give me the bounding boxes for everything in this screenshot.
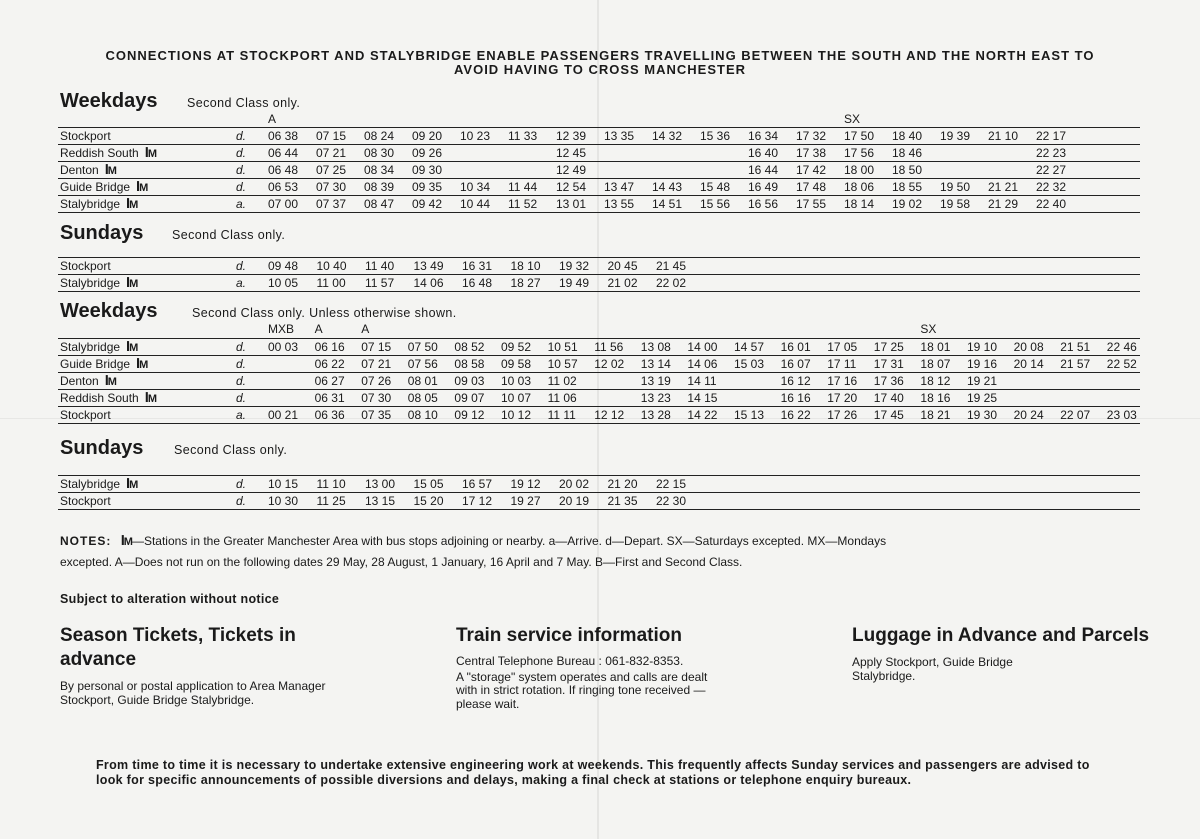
train-time: 17 16 <box>827 374 858 388</box>
tickets-title: Season Tickets, Tickets in advance <box>60 625 296 670</box>
train-time: 10 44 <box>460 197 491 211</box>
train-time: 10 05 <box>268 276 299 290</box>
station-name <box>60 276 137 290</box>
row-rule <box>58 355 1140 356</box>
train-time: 18 12 <box>920 374 951 388</box>
train-time: 14 06 <box>413 276 444 290</box>
train-time: 20 24 <box>1013 408 1044 422</box>
arrive-depart-code: a. <box>236 408 247 422</box>
station-label: Reddish South <box>60 391 139 405</box>
train-time: 11 40 <box>365 259 395 273</box>
train-time: 11 56 <box>594 340 624 354</box>
bus-stop-icon: ꟾM <box>136 182 148 194</box>
row-rule <box>58 144 1140 145</box>
train-time: 17 56 <box>844 146 875 160</box>
station-label: Denton <box>60 163 99 177</box>
train-time: 07 50 <box>407 340 438 354</box>
train-time: 10 40 <box>316 259 347 273</box>
train-time: 17 40 <box>873 391 904 405</box>
tickets-text: By personal or postal application to Area Manager Stockport, Guide Bridge Stalybridge. <box>60 679 326 707</box>
luggage-title: Luggage in Advance and Parcels <box>852 625 1150 646</box>
train-time: 17 45 <box>873 408 904 422</box>
train-time: 22 52 <box>1106 357 1137 371</box>
arrive-depart-code: a. <box>236 197 247 211</box>
train-time: 10 15 <box>268 477 299 491</box>
train-time: 13 19 <box>640 374 671 388</box>
train-time: 10 34 <box>460 180 491 194</box>
train-time: 15 20 <box>413 494 444 508</box>
train-time: 11 33 <box>508 129 538 143</box>
train-time: 17 31 <box>873 357 904 371</box>
bus-stop-icon: ꟾM <box>120 536 132 548</box>
train-time: 07 37 <box>316 197 347 211</box>
section-subtitle: Second Class only. <box>172 228 286 242</box>
station-name <box>60 374 116 388</box>
train-time: 12 39 <box>556 129 587 143</box>
notes-line-1 <box>60 534 886 548</box>
train-time: 18 46 <box>892 146 923 160</box>
train-time: 19 39 <box>940 129 971 143</box>
bus-stop-icon: ꟾM <box>126 479 138 491</box>
train-time: 22 40 <box>1036 197 1067 211</box>
train-service-phone: Central Telephone Bureau : 061-832-8353. <box>456 654 684 668</box>
row-rule <box>58 291 1140 292</box>
train-time: 18 00 <box>844 163 875 177</box>
train-time: 11 52 <box>508 197 538 211</box>
train-time: 15 48 <box>700 180 731 194</box>
train-time: 08 30 <box>364 146 395 160</box>
row-rule <box>58 257 1140 258</box>
bus-stop-icon: ꟾM <box>144 148 156 160</box>
train-time: 13 47 <box>604 180 635 194</box>
section-subtitle: Second Class only. Unless otherwise shown. <box>192 306 457 320</box>
train-time: 13 00 <box>365 477 396 491</box>
train-time: 08 39 <box>364 180 395 194</box>
train-time: 14 06 <box>687 357 718 371</box>
footer-notice: From time to time it is necessary to undertake extensive engineering work at weekends. This frequently affects Sunday services and passengers are advised to look for specific announcements of possible diversions and delays, making a final check at stations or telephone enquiry bureaux. <box>96 758 1090 787</box>
station-label: Stockport <box>60 408 111 422</box>
train-time: 16 56 <box>748 197 779 211</box>
train-time: 11 06 <box>547 391 577 405</box>
train-time: 16 31 <box>462 259 493 273</box>
train-time: 13 49 <box>413 259 444 273</box>
train-time: 22 17 <box>1036 129 1067 143</box>
header-line-1: CONNECTIONS AT STOCKPORT AND STALYBRIDGE ENABLE PASSENGERS TRAVELLING BETWEEN THE SOUTH AND THE NORTH EAST TO <box>105 48 1095 63</box>
train-time: 09 42 <box>412 197 443 211</box>
train-time: 21 02 <box>607 276 638 290</box>
train-time: 14 43 <box>652 180 683 194</box>
train-time: 16 12 <box>780 374 811 388</box>
arrive-depart-code: d. <box>236 477 247 491</box>
train-time: 21 57 <box>1060 357 1091 371</box>
notes-text-1: —Stations in the Greater Manchester Area with bus stops adjoining or nearby. a—Arrive. d—Depart. SX—Saturdays excepted. MX—Mondays <box>131 534 887 548</box>
train-time: 15 03 <box>734 357 765 371</box>
station-label: Stockport <box>60 494 111 508</box>
section-title: Sundays <box>60 222 144 244</box>
station-name <box>60 180 147 194</box>
train-time: 22 30 <box>656 494 687 508</box>
train-time: 15 05 <box>413 477 444 491</box>
train-service-title: Train service information <box>456 625 682 646</box>
arrive-depart-code: d. <box>236 180 247 194</box>
train-time: 12 49 <box>556 163 587 177</box>
section-title: Sundays <box>60 437 144 459</box>
train-time: 10 51 <box>547 340 578 354</box>
station-label: Stockport <box>60 129 111 143</box>
station-label: Stalybridge <box>60 276 121 290</box>
train-time: 17 20 <box>827 391 858 405</box>
train-time: 19 21 <box>967 374 998 388</box>
train-time: 12 02 <box>594 357 625 371</box>
column-note: A <box>361 322 370 336</box>
train-time: 21 21 <box>988 180 1019 194</box>
train-time: 08 01 <box>407 374 438 388</box>
info-column-train-service <box>456 624 756 711</box>
train-time: 21 45 <box>656 259 687 273</box>
train-time: 06 53 <box>268 180 299 194</box>
train-time: 17 12 <box>462 494 493 508</box>
train-time: 16 07 <box>780 357 811 371</box>
train-time: 20 08 <box>1013 340 1044 354</box>
train-time: 13 15 <box>365 494 396 508</box>
row-rule <box>58 509 1140 510</box>
train-time: 19 32 <box>559 259 590 273</box>
train-time: 19 27 <box>510 494 541 508</box>
train-time: 06 38 <box>268 129 299 143</box>
train-time: 07 25 <box>316 163 347 177</box>
bus-stop-icon: ꟾM <box>126 199 138 211</box>
station-label: Stalybridge <box>60 477 121 491</box>
train-time: 07 21 <box>361 357 392 371</box>
row-rule <box>58 338 1140 339</box>
station-name <box>60 391 156 405</box>
train-time: 11 00 <box>316 276 346 290</box>
train-time: 08 10 <box>407 408 438 422</box>
arrive-depart-code: d. <box>236 129 247 143</box>
train-time: 06 16 <box>314 340 345 354</box>
train-time: 17 05 <box>827 340 858 354</box>
column-note: A <box>268 112 277 126</box>
train-time: 07 26 <box>361 374 392 388</box>
train-time: 19 30 <box>967 408 998 422</box>
station-label: Stalybridge <box>60 340 121 354</box>
train-time: 13 08 <box>640 340 671 354</box>
train-time: 14 32 <box>652 129 683 143</box>
train-time: 07 15 <box>361 340 392 354</box>
row-rule <box>58 389 1140 390</box>
train-time: 19 16 <box>967 357 998 371</box>
train-time: 19 10 <box>967 340 998 354</box>
train-time: 16 49 <box>748 180 779 194</box>
train-time: 07 15 <box>316 129 347 143</box>
train-time: 18 07 <box>920 357 951 371</box>
arrive-depart-code: d. <box>236 259 247 273</box>
train-time: 14 11 <box>687 374 717 388</box>
train-time: 21 10 <box>988 129 1019 143</box>
train-time: 20 45 <box>607 259 638 273</box>
row-rule <box>58 492 1140 493</box>
train-service-text: A "storage" system operates and calls are dealt with in strict rotation. If ringing tone received — please wait. <box>456 669 708 711</box>
train-time: 18 06 <box>844 180 875 194</box>
info-column-luggage <box>852 624 1152 683</box>
train-time: 14 22 <box>687 408 718 422</box>
notes-line-2: excepted. A—Does not run on the following dates 29 May, 28 August, 1 January, 16 April and 7 May. B—First and Second Class. <box>60 555 743 569</box>
train-time: 11 57 <box>365 276 395 290</box>
train-time: 06 48 <box>268 163 299 177</box>
train-time: 08 24 <box>364 129 395 143</box>
section-subtitle: Second Class only. <box>174 443 288 457</box>
station-name <box>60 197 137 211</box>
train-time: 09 30 <box>412 163 443 177</box>
row-rule <box>58 475 1140 476</box>
train-time: 21 20 <box>607 477 638 491</box>
train-time: 09 26 <box>412 146 443 160</box>
row-rule <box>58 274 1140 275</box>
train-time: 20 14 <box>1013 357 1044 371</box>
train-time: 10 07 <box>501 391 532 405</box>
station-name <box>60 477 137 491</box>
train-time: 14 57 <box>734 340 765 354</box>
train-time: 09 12 <box>454 408 485 422</box>
train-time: 18 01 <box>920 340 951 354</box>
train-time: 20 02 <box>559 477 590 491</box>
train-time: 13 14 <box>640 357 671 371</box>
train-time: 18 16 <box>920 391 951 405</box>
row-rule <box>58 161 1140 162</box>
section-title: Weekdays <box>60 90 158 112</box>
info-column-tickets <box>60 624 360 707</box>
train-time: 11 25 <box>316 494 346 508</box>
train-time: 07 30 <box>361 391 392 405</box>
train-time: 11 11 <box>547 408 576 422</box>
train-time: 13 01 <box>556 197 587 211</box>
train-time: 19 58 <box>940 197 971 211</box>
train-time: 17 48 <box>796 180 827 194</box>
train-time: 22 27 <box>1036 163 1067 177</box>
train-time: 12 12 <box>594 408 625 422</box>
station-name <box>60 408 111 422</box>
train-time: 13 28 <box>640 408 671 422</box>
column-note: SX <box>844 112 861 126</box>
train-time: 17 26 <box>827 408 858 422</box>
train-time: 13 55 <box>604 197 635 211</box>
station-name <box>60 129 111 143</box>
train-time: 07 30 <box>316 180 347 194</box>
train-time: 00 03 <box>268 340 299 354</box>
train-time: 08 52 <box>454 340 485 354</box>
arrive-depart-code: d. <box>236 146 247 160</box>
train-time: 17 50 <box>844 129 875 143</box>
luggage-text: Apply Stockport, Guide Bridge Stalybridge. <box>852 655 1013 683</box>
train-time: 18 50 <box>892 163 923 177</box>
train-time: 11 02 <box>547 374 577 388</box>
train-time: 10 03 <box>501 374 532 388</box>
train-time: 16 16 <box>780 391 811 405</box>
train-time: 14 00 <box>687 340 718 354</box>
row-rule <box>58 195 1140 196</box>
row-rule <box>58 423 1140 424</box>
train-time: 10 12 <box>501 408 532 422</box>
row-rule <box>58 406 1140 407</box>
station-label: Stockport <box>60 259 111 273</box>
train-time: 12 54 <box>556 180 587 194</box>
train-time: 10 23 <box>460 129 491 143</box>
column-note: MXB <box>268 322 295 336</box>
train-time: 09 58 <box>501 357 532 371</box>
header-line-2: AVOID HAVING TO CROSS MANCHESTER <box>453 62 747 77</box>
train-time: 09 20 <box>412 129 443 143</box>
arrive-depart-code: d. <box>236 494 247 508</box>
station-name <box>60 259 111 273</box>
bus-stop-icon: ꟾM <box>126 342 138 354</box>
train-time: 11 10 <box>316 477 346 491</box>
train-time: 19 12 <box>510 477 541 491</box>
train-time: 17 11 <box>827 357 857 371</box>
column-note: SX <box>920 322 937 336</box>
arrive-depart-code: d. <box>236 391 247 405</box>
train-time: 22 32 <box>1036 180 1067 194</box>
row-rule <box>58 212 1140 213</box>
train-time: 00 21 <box>268 408 299 422</box>
train-time: 13 35 <box>604 129 635 143</box>
train-time: 15 13 <box>734 408 765 422</box>
row-rule <box>58 127 1140 128</box>
train-time: 23 03 <box>1106 408 1137 422</box>
train-time: 16 22 <box>780 408 811 422</box>
bus-stop-icon: ꟾM <box>144 393 156 405</box>
section-subtitle: Second Class only. <box>187 96 301 110</box>
train-time: 17 55 <box>796 197 827 211</box>
bus-stop-icon: ꟾM <box>126 278 138 290</box>
train-time: 12 45 <box>556 146 587 160</box>
train-time: 16 44 <box>748 163 779 177</box>
train-time: 09 52 <box>501 340 532 354</box>
train-time: 07 00 <box>268 197 299 211</box>
train-time: 17 38 <box>796 146 827 160</box>
arrive-depart-code: d. <box>236 163 247 177</box>
train-time: 09 03 <box>454 374 485 388</box>
column-note: A <box>314 322 323 336</box>
train-time: 16 01 <box>780 340 811 354</box>
station-label: Guide Bridge <box>60 357 131 371</box>
train-time: 08 34 <box>364 163 395 177</box>
row-rule <box>58 178 1140 179</box>
train-time: 14 15 <box>687 391 718 405</box>
arrive-depart-code: a. <box>236 276 247 290</box>
train-time: 21 29 <box>988 197 1019 211</box>
train-time: 10 30 <box>268 494 299 508</box>
station-name <box>60 146 156 160</box>
train-time: 14 51 <box>652 197 683 211</box>
train-time: 22 23 <box>1036 146 1067 160</box>
train-time: 16 48 <box>462 276 493 290</box>
subject-to-alteration: Subject to alteration without notice <box>60 592 280 606</box>
train-time: 19 02 <box>892 197 923 211</box>
arrive-depart-code: d. <box>236 374 247 388</box>
train-time: 20 19 <box>559 494 590 508</box>
train-time: 18 14 <box>844 197 875 211</box>
bus-stop-icon: ꟾM <box>104 165 116 177</box>
station-name <box>60 357 147 371</box>
train-time: 06 44 <box>268 146 299 160</box>
train-time: 09 48 <box>268 259 299 273</box>
bus-stop-icon: ꟾM <box>104 376 116 388</box>
train-time: 21 51 <box>1060 340 1091 354</box>
train-time: 17 42 <box>796 163 827 177</box>
station-label: Denton <box>60 374 99 388</box>
train-time: 19 49 <box>559 276 590 290</box>
bus-stop-icon: ꟾM <box>136 359 148 371</box>
station-label: Reddish South <box>60 146 139 160</box>
train-time: 07 56 <box>407 357 438 371</box>
station-label: Guide Bridge <box>60 180 131 194</box>
train-time: 06 22 <box>314 357 345 371</box>
train-time: 19 50 <box>940 180 971 194</box>
train-time: 16 40 <box>748 146 779 160</box>
station-name <box>60 340 137 354</box>
train-time: 22 07 <box>1060 408 1091 422</box>
section-title: Weekdays <box>60 300 158 322</box>
train-time: 06 36 <box>314 408 345 422</box>
train-time: 06 31 <box>314 391 345 405</box>
train-time: 21 35 <box>607 494 638 508</box>
train-time: 16 57 <box>462 477 493 491</box>
train-time: 08 58 <box>454 357 485 371</box>
station-name <box>60 163 116 177</box>
row-rule <box>58 372 1140 373</box>
train-time: 07 21 <box>316 146 347 160</box>
train-time: 15 56 <box>700 197 731 211</box>
train-time: 18 21 <box>920 408 951 422</box>
train-time: 15 36 <box>700 129 731 143</box>
train-time: 09 35 <box>412 180 443 194</box>
train-time: 16 34 <box>748 129 779 143</box>
train-time: 22 02 <box>656 276 687 290</box>
notes-label: NOTES: <box>60 534 112 548</box>
station-label: Stalybridge <box>60 197 121 211</box>
train-time: 08 47 <box>364 197 395 211</box>
train-time: 19 25 <box>967 391 998 405</box>
train-time: 18 40 <box>892 129 923 143</box>
train-time: 18 10 <box>510 259 541 273</box>
arrive-depart-code: d. <box>236 357 247 371</box>
train-time: 08 05 <box>407 391 438 405</box>
train-time: 11 44 <box>508 180 538 194</box>
train-time: 22 15 <box>656 477 687 491</box>
train-time: 09 07 <box>454 391 485 405</box>
train-time: 10 57 <box>547 357 578 371</box>
train-time: 18 55 <box>892 180 923 194</box>
train-time: 22 46 <box>1106 340 1137 354</box>
station-name <box>60 494 111 508</box>
train-time: 17 36 <box>873 374 904 388</box>
train-time: 07 35 <box>361 408 392 422</box>
arrive-depart-code: d. <box>236 340 247 354</box>
train-time: 17 25 <box>873 340 904 354</box>
train-time: 18 27 <box>510 276 541 290</box>
train-time: 13 23 <box>640 391 671 405</box>
train-time: 06 27 <box>314 374 345 388</box>
train-time: 17 32 <box>796 129 827 143</box>
